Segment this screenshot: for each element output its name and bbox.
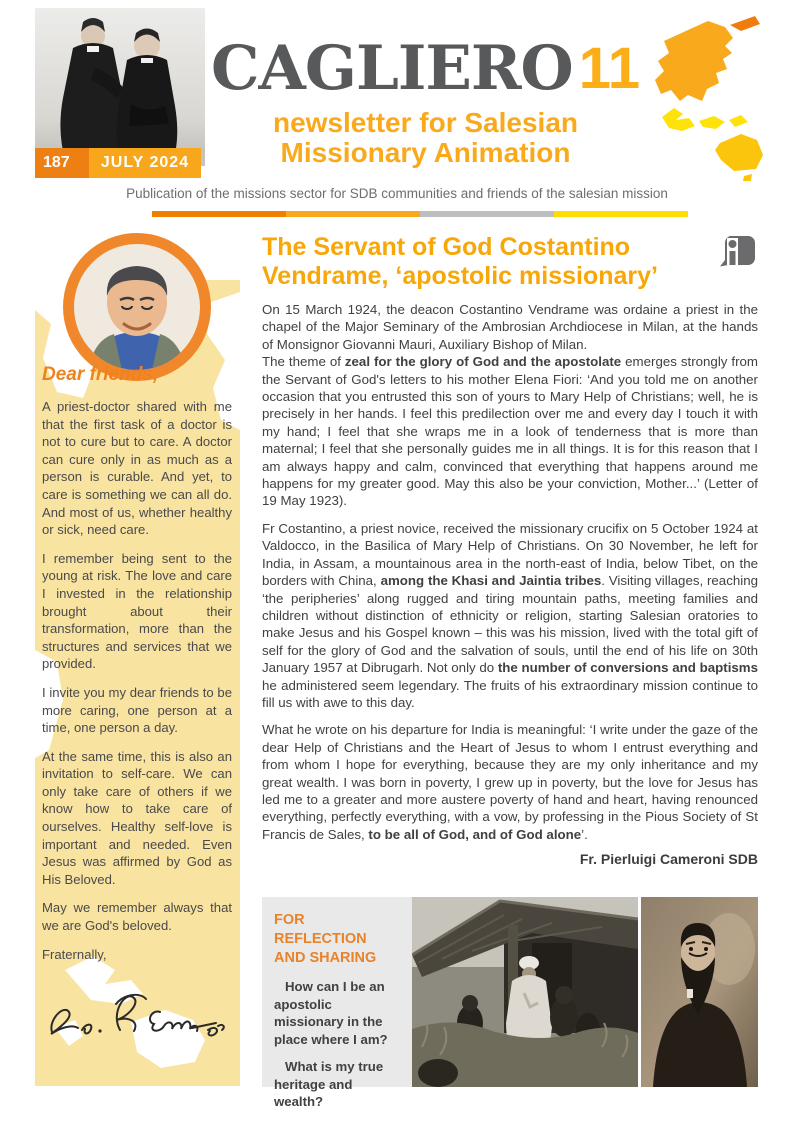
mission-photo-illustration	[412, 897, 638, 1087]
sidebar-letter	[42, 398, 232, 974]
sidebar-paragraph: I remember being sent to the young at risk. The love and care I invested in the relationship brought about their transformation, more than the structures and services that we provided.	[42, 550, 232, 672]
signature	[42, 968, 227, 1063]
masthead-subtitle	[203, 108, 648, 168]
bar-segment-gray	[420, 211, 554, 217]
masthead-title: CAGLIERO	[210, 33, 573, 104]
bar-segment-orange	[152, 211, 286, 217]
article-paragraph: What he wrote on his departure for India is meaningful: ‘I write under the gaze of the dear Help of Christians and the Heart of Jesus to whom I entrust everything and from whom I hope for everything, because they are my only inheritance and my great wealth. I was born in poverty, I grew up in poverty, but the love for Jesus has led me to a greater and more austere poverty of hand and heart, having renounced everything, perfectly everything, with a vow, by professing in the Pious Society of St Francis de Sales, to be all of God, and of God alone’.	[262, 722, 758, 842]
sidebar-greeting: Dear friends,	[42, 364, 159, 385]
bar-segment-yellow	[554, 211, 688, 217]
portrait-photo-illustration	[641, 897, 758, 1087]
article-title-line-2: Vendrame, ‘apostolic missionary’	[262, 261, 658, 290]
color-bar	[152, 211, 688, 217]
article-body	[262, 301, 758, 843]
masthead-number: 11	[578, 36, 641, 101]
reflection-question: How can I be an apostolic missionary in the place where I am?	[274, 979, 388, 1047]
priests-photo-illustration	[35, 8, 205, 166]
reflection-question: What is my true heritage and wealth?	[274, 1059, 384, 1109]
bar-segment-amber	[286, 211, 420, 217]
oceania-map-graphic	[628, 8, 794, 186]
article-paragraph: The theme of zeal for the glory of God and the apostolate emerges strongly from the Servant of God's letters to his mother Elena Fiori: ‘And you told me on another occasion that you entrusted this son of yours to Mary Help of Christians; well, he is precisely in her hands. I feel this predilection over me and every day I touch it with my hand; I feel that she wraps me in a look of tenderness that is more than maternal; I feel that she personally guides me in all things. It is for this reason that I am always happy and calm, convinced that everything that happens around me happens for my greater good. May this also be your conviction, Mother...’ (Letter of 19 May 1923).	[262, 354, 758, 509]
article-title-line-1: The Servant of God Costantino	[262, 233, 631, 261]
subtitle-line-1: newsletter for Salesian	[272, 107, 578, 138]
article-paragraph: Fr Costantino, a priest novice, received the missionary crucifix on 5 October 1924 at Valdocco, in the Basilica of Mary Help of Christians. On 30 November, he left for India, in Assam, a mountainous area in the north-east of India, below Tibet, on the borders with China, among the Khasi and Jaintia tribes. Visiting villages, reaching ‘the peripheries’ along rugged and tiring mountain paths, meeting families and children without distinction of ethnicity or religion, starting Salesian oratories to make Jesus and his Gospel known – this was his mission, lived with the total gift of self for the glory of God and the salvation of souls, until the end of his life on 30th January 1957 at Dibrugarh. Not only do the number of conversions and baptisms he administered seem legendary. The fruits of his extraordinary mission continue to fill us with awe to this day.	[262, 520, 759, 710]
issue-number: 187	[35, 148, 89, 178]
reflection-box	[262, 897, 412, 1109]
article-paragraph: On 15 March 1924, the deacon Costantino Vendrame was ordaine a priest in the chapel of the Major Seminary of the Ambrosian Archdiocese in Milan, at the hands of Monsignor Giovanni Mauri, Auxiliary Bishop of Milan.	[262, 302, 758, 352]
sidebar-closing: Fraternally,	[42, 946, 107, 962]
issue-date: JULY 2024	[89, 148, 201, 178]
avatar	[74, 244, 200, 370]
portrait-photo	[641, 897, 758, 1087]
article-header	[262, 233, 762, 290]
sidebar-paragraph: At the same time, this is also an invitation to self-care. We can only take care of others if we know how to take care of ourselves. Healthy self-love is important and needed. Even Jesus was affirmed by God as His Beloved.	[42, 748, 232, 887]
avatar-ring	[63, 233, 211, 381]
mission-photo	[412, 897, 638, 1087]
info-icon	[720, 235, 756, 267]
reflection-heading-line-1: FOR REFLECTION	[274, 912, 367, 947]
issue-badge	[35, 148, 201, 178]
article-title	[262, 233, 720, 290]
article-byline: Fr. Pierluigi Cameroni SDB	[579, 851, 758, 867]
masthead	[203, 34, 648, 104]
sidebar-paragraph: I invite you my dear friends to be more caring, one person at a time, one person a day.	[42, 684, 232, 736]
subtitle-line-2: Missionary Animation	[280, 137, 571, 168]
reflection-heading-line-2: AND SHARING	[274, 950, 377, 966]
world-map-icon	[628, 8, 794, 186]
masthead-photo	[35, 8, 205, 166]
reflection-heading	[274, 911, 400, 968]
sidebar-paragraph: May we remember always that we are God's beloved.	[42, 900, 232, 934]
sidebar-paragraph: A priest-doctor shared with me that the first task of a doctor is not to cure but to care. A doctor can cure only in as much as a person is curable. And yet, to care is something we can all do. And most of us, whether healthy or sick, need care.	[42, 399, 232, 538]
tagline: Publication of the missions sector for SDB communities and friends of the salesian mission	[126, 186, 668, 201]
avatar-illustration	[74, 244, 200, 370]
signature-illustration	[42, 968, 227, 1063]
